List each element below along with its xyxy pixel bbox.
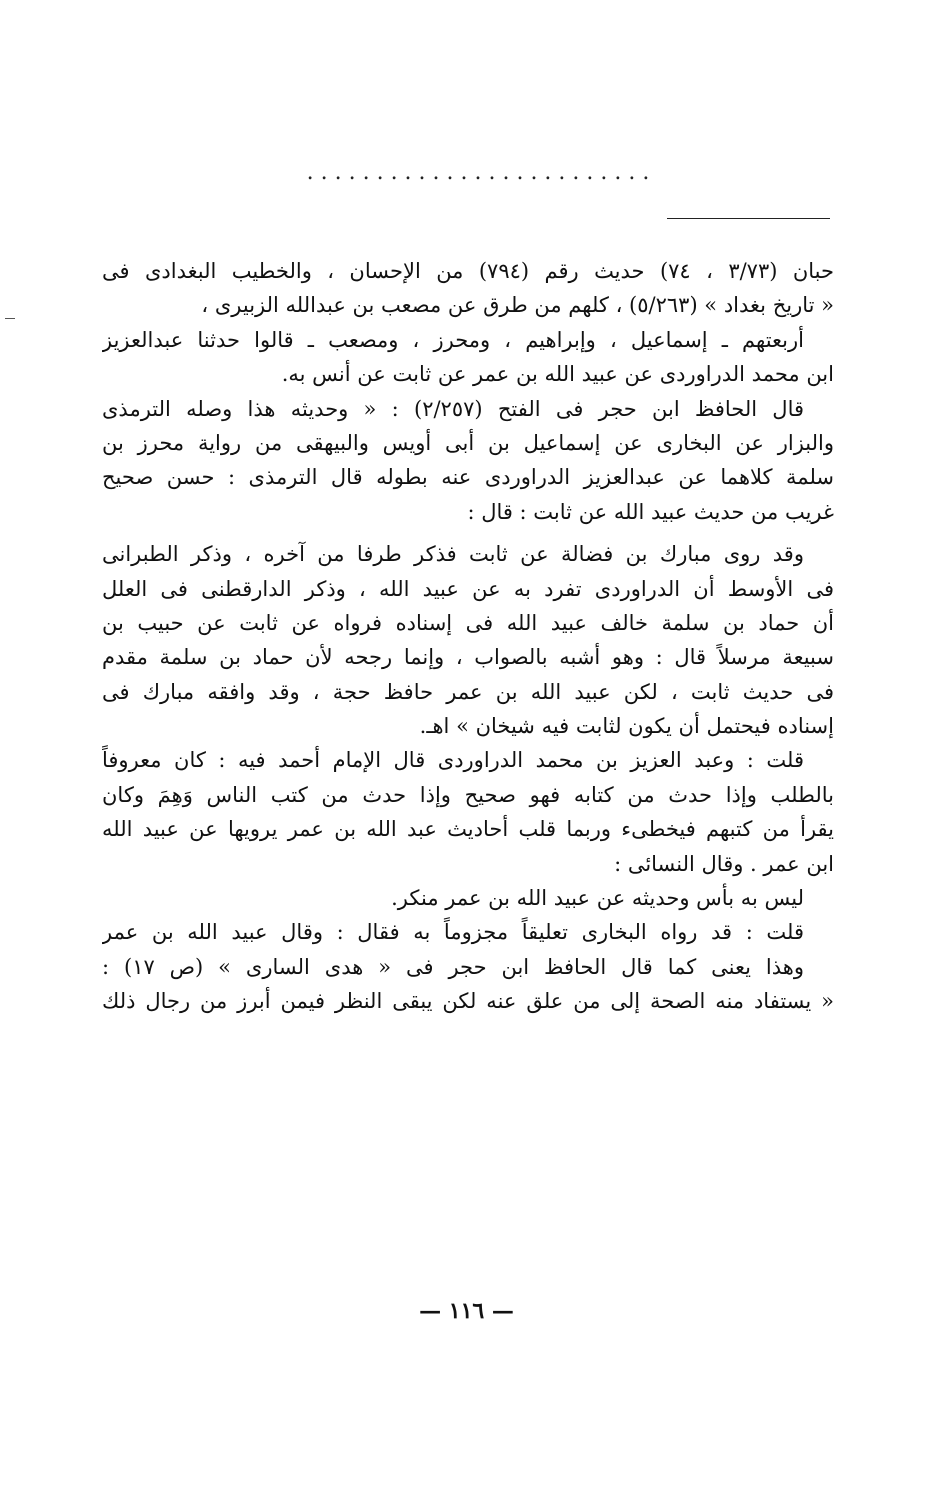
text-line: أن حماد بن سلمة خالف عبيد الله فى إسناده فرواه عن ثابت عن حبيب بن [102,610,834,635]
text-line: سلمة كلاهما عن عبدالعزيز الدراوردى عنه بطوله قال الترمذى : حسن صحيح [102,465,834,490]
text-line: « يستفاد منه الصحة إلى من علق عنه لكن يبقى النظر فيمن أبرز من رجال ذلك [102,989,834,1014]
separator-dots: . . . . . . . . . . . . . . . . . . . . . . . . . [306,160,650,185]
footnote-rule [667,218,830,219]
text-line: أربعتهم ـ إسماعيل ، وإبراهيم ، ومحرز ، ومصعب ـ قالوا حدثنا عبدالعزيز [102,327,804,352]
text-line: ابن عمر . وقال النسائى : [614,851,834,876]
text-line: بالطلب وإذا حدث من كتابه فهو صحيح وإذا حدث من كتب الناس وَهِمَ وكان [102,782,834,807]
text-line: ابن محمد الدراوردى عن عبيد الله بن عمر عن ثابت عن أنس به. [281,362,834,387]
text-line: يقرأ من كتبهم فيخطىء وربما قلب أحاديث عبد الله بن عمر يرويها عن عبيد الله [102,817,834,842]
text-line: إسناده فيحتمل أن يكون لثابت فيه شيخان » اهـ. [419,714,834,739]
text-line: وهذا يعنى كما قال الحافظ ابن حجر فى « هدى السارى » (ص ١٧) : [102,954,804,979]
text-line: قلت : وعبد العزيز بن محمد الدراوردى قال الإمام أحمد فيه : كان معروفاً [102,748,804,773]
page-number: — ١١٦ — [419,1298,514,1324]
text-line: غريب من حديث عبيد الله عن ثابت : قال : [467,499,834,524]
text-line: وقد روى مبارك بن فضالة عن ثابت فذكر طرفا من آخره ، وذكر الطبرانى [102,542,804,567]
text-line: حبان (٣/٧٣ ، ٧٤) حديث رقم (٧٩٤) من الإحسان ، والخطيب البغدادى فى [102,259,834,283]
text-line: فى حديث ثابت ، لكن عبيد الله بن عمر حافظ حجة ، وقد وافقه مبارك فى [102,679,834,704]
margin-mark [5,318,15,319]
text-line: ليس به بأس وحديثه عن عبيد الله بن عمر منكر. [391,886,804,911]
footnote-text [102,254,834,1019]
text-line: قال الحافظ ابن حجر فى الفتح (٢/٢٥٧) : « وحديثه هذا وصله الترمذى [102,396,805,421]
text-line: فى الأوسط أن الدراوردى تفرد به عن عبيد الله ، وذكر الدارقطنى فى العلل [102,576,834,601]
text-line: « تاريخ بغداد » (٥/٢٦٣) ، كلهم من طرق عن مصعب بن عبدالله الزبيرى ، [201,293,834,318]
text-line: سبيعة مرسلاً قال : وهو أشبه بالصواب ، وإنما رجحه لأن حماد بن سلمة مقدم [102,645,834,670]
text-line: والبزار عن البخارى عن إسماعيل بن أبى أويس والبيهقى من رواية محرز بن [102,430,834,455]
text-line: قلت : قد رواه البخارى تعليقاً مجزوماً به فقال : وقال عبيد الله بن عمر [102,920,804,945]
